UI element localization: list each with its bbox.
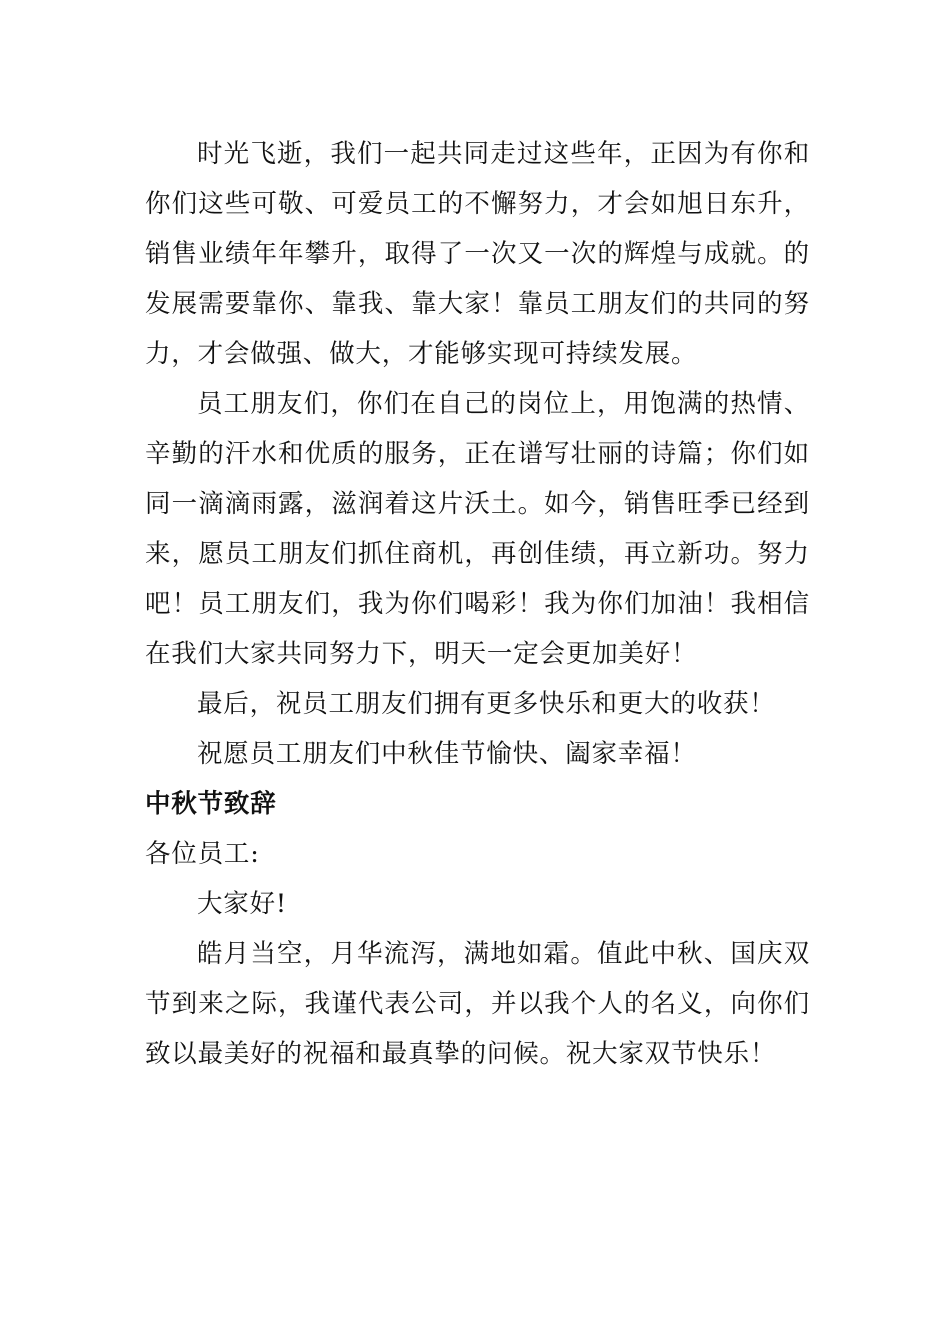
greeting: 大家好! bbox=[197, 889, 287, 919]
paragraph-wishes: 祝愿员工朋友们中秋佳节愉快、阖家幸福！ bbox=[197, 739, 697, 769]
salutation: 各位员工: bbox=[145, 839, 260, 869]
document-body bbox=[145, 129, 810, 1079]
paragraph-finally: 最后，祝员工朋友们拥有更多快乐和更大的收获！ bbox=[197, 689, 776, 719]
paragraph-mid-autumn: 皓月当空，月华流泻，满地如霜。值此中秋、国庆双节到来之际，我谨代表公司，并以我个人的名义，向你们致以最美好的祝福和最真挚的问候。祝大家双节快乐！ bbox=[145, 939, 810, 1069]
paragraph-employees: 员工朋友们，你们在自己的岗位上，用饱满的热情、辛勤的汗水和优质的服务，正在谱写壮丽的诗篇；你们如同一滴滴雨露，滋润着这片沃土。如今，销售旺季已经到来，愿员工朋友们抓住商机，再创佳绩，再立新功。努力吧！员工朋友们，我为你们喝彩！我为你们加油！我相信在我们大家共同努力下，明天一定会更加美好！ bbox=[145, 389, 810, 669]
paragraph-time-flies: 时光飞逝，我们一起共同走过这些年，正因为有你和你们这些可敬、可爱员工的不懈努力，才会如旭日东升，销售业绩年年攀升，取得了一次又一次的辉煌与成就。的发展需要靠你、靠我、靠大家！靠员工朋友们的共同的努力，才会做强、做大，才能够实现可持续发展。 bbox=[145, 139, 810, 369]
section-heading: 中秋节致辞 bbox=[145, 789, 277, 819]
